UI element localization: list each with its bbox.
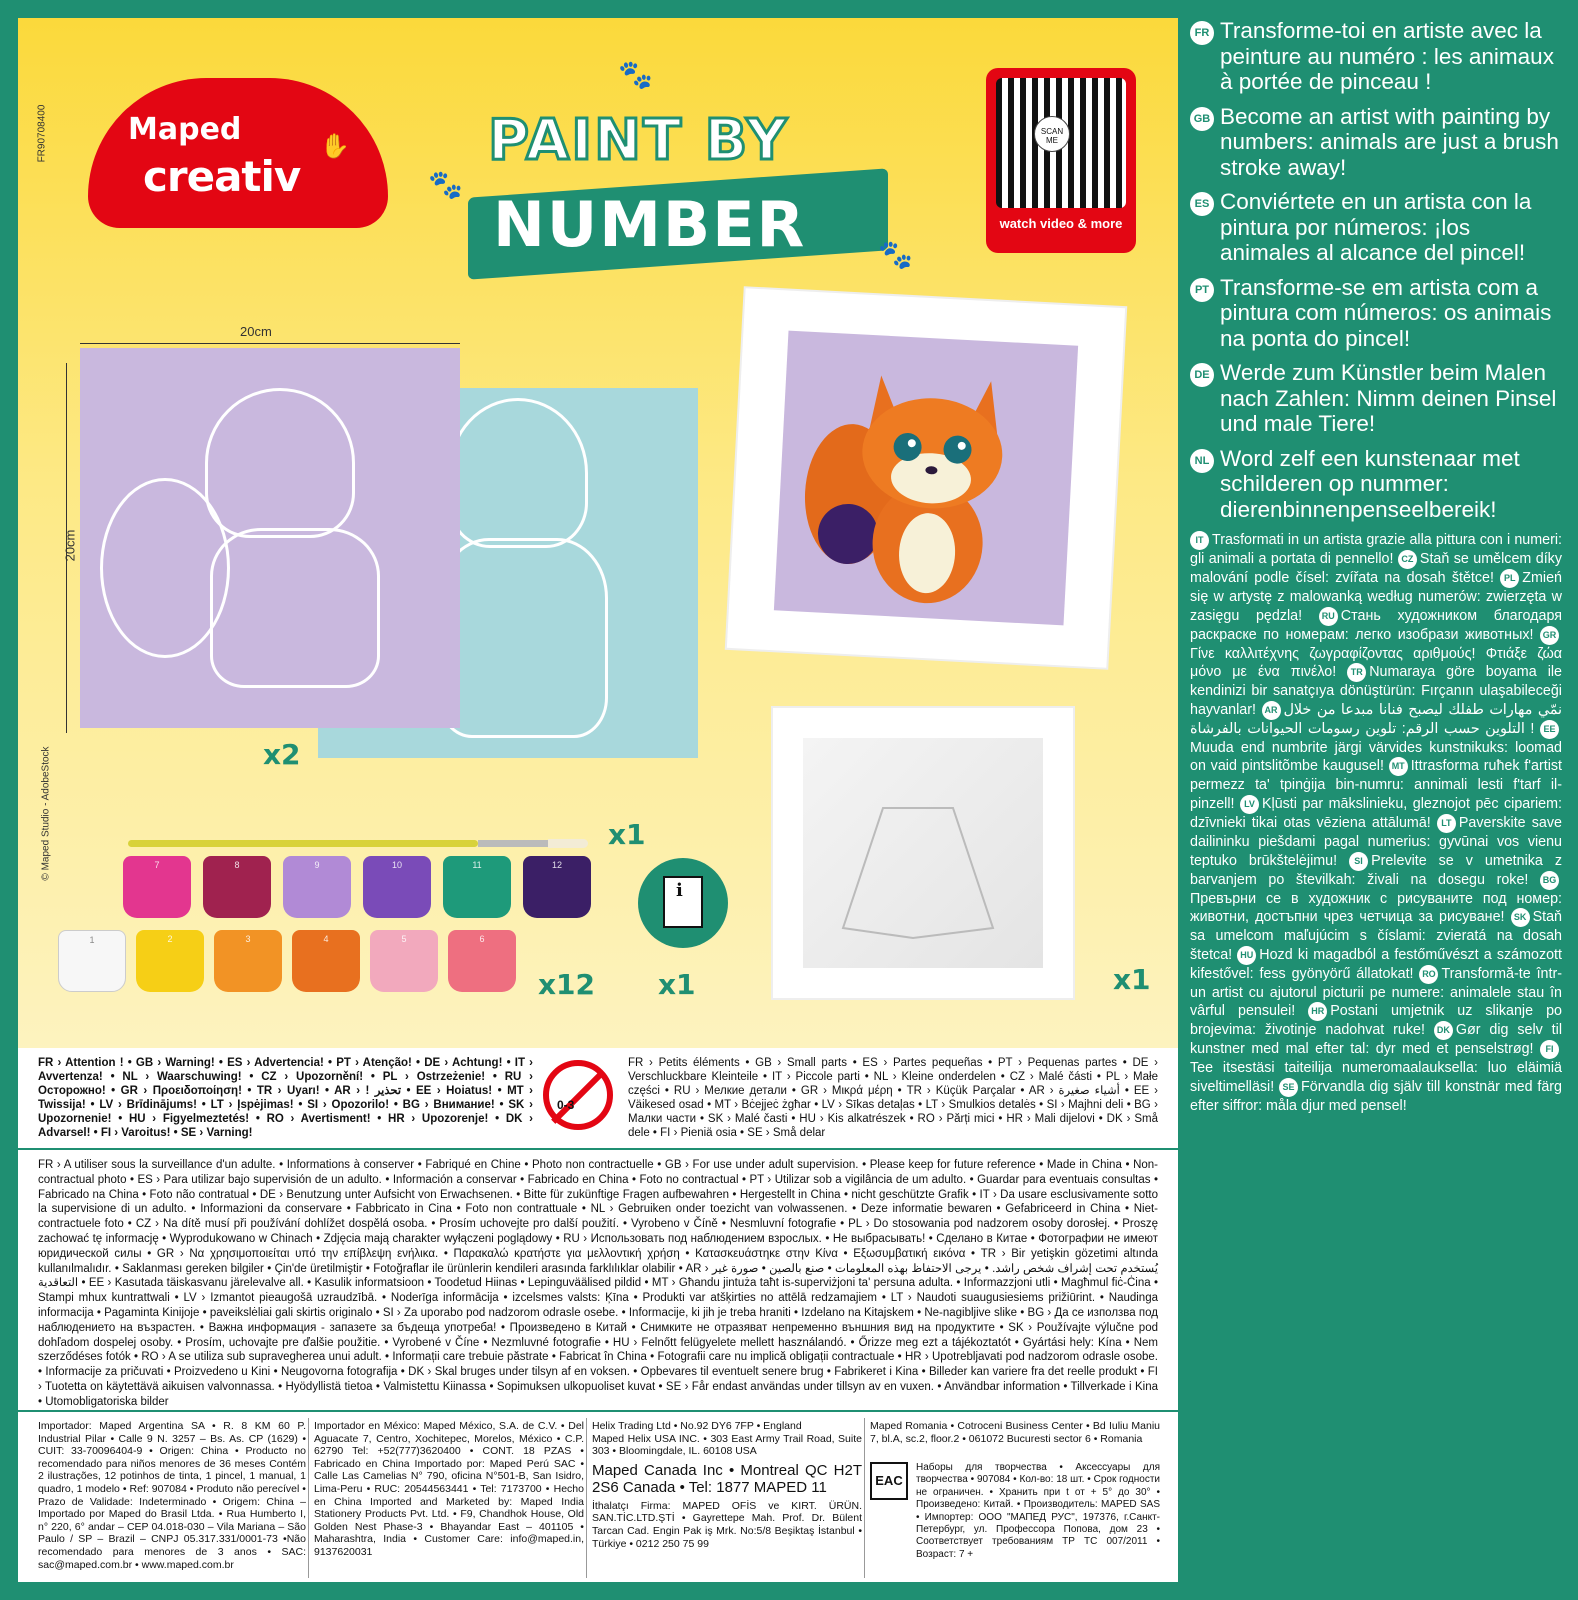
language-text: Conviértete en un artista con la pintura por números: ¡los animales al alcance del pincel! — [1220, 189, 1532, 265]
language-text: Стань художником благодаря раскраске по номерам: легко изобрази животных! — [1190, 607, 1562, 643]
language-text: Transformă-te într-un artist cu ajutorul picturii pe numere: animalele stau în vârful pensulei! — [1190, 965, 1562, 1020]
logo-creativ-text: creativ — [143, 152, 301, 201]
scan-me-badge: SCAN ME — [1034, 116, 1070, 152]
language-badge: SK — [1511, 908, 1530, 927]
info-panel — [18, 1148, 1178, 1410]
importer-argentina-brazil: Importador: Maped Argentina SA • R. 8 KM 60 P. Industrial Pilar • Calle 9 N. 3257 – Bs. As. CP (1629) • CUIT: 33-70096404-9 • Origen: China • Producto no recomendado para niños menores de 36 meses Contém 2 ilustrações, 12 potinhos de tinta, 1 pincel, 1 manual, 1 quadro, 1 modelo • Ref: 907084 • Produto não perecível • Prazo de Validade: Indeterminado • Origem: China – Importado por Maped do Brasil Ltda. • Rua Humberto I, n° 220, 6° andar – CEP 04.018-030 – Vila Mariana – São Paulo / SP – Brazil – CNPJ 05.317.331/0001-73 •Não recomendado para menores de 3 anos • SAC: sac@maped.com.br • www.maped.com.br — [38, 1420, 306, 1571]
language-text: Ittrasforma ruħek f'artist permezz ta' tpinġija bin-numru: annimali lesti f'tarf il-pinzell! — [1190, 758, 1562, 812]
language-badge: HU — [1237, 946, 1256, 965]
brush-quantity: x1 — [608, 818, 646, 851]
small-parts-text: FR › Petits éléments • GB › Small parts • ES › Partes pequeñas • PT › Pequenas partes • DE › Verschluckbare Kleinteile • IT › Piccole parti • NL › Kleine onderdelen • CZ › Malé části • PL › Małe części • RU › Мелкие детали • GR › Μικρά μέρη • TR › Küçük Parçalar • AR › أشياء صغيرة • EE › Väikesed osad • MT › Bċejjeċ żgħar • LV › Sīkas detaļas • LT › Smulkios detalės • SI › Majhni deli • BG › Малки части • SK › Malé časti • HU › Kis alkatrészek • RO › Părți mici • HR › Mali dijelovi • DK › Små dele • FI › Pieniä osia • SE › Små delar — [628, 1057, 1158, 1139]
language-block-pt — [1190, 275, 1562, 352]
language-text: Werde zum Künstler beim Malen nach Zahlen: Nimm deinen Pinsel und male Tiere! — [1220, 360, 1557, 436]
language-badge: CZ — [1398, 550, 1417, 569]
language-badge: HR — [1308, 1002, 1327, 1021]
fox-painting — [774, 331, 1078, 626]
info-icon: i — [676, 880, 683, 901]
paint-pot: 10 — [363, 856, 431, 918]
empty-frame — [773, 708, 1073, 998]
language-text: Numaraya göre boyama ile kendinizi bir sanatçıya dönüştürün: Fırçanın ulaşabileceği hayvanlar! — [1190, 664, 1562, 718]
paw-icon: 🐾 — [878, 239, 913, 270]
language-badge: DK — [1434, 1021, 1453, 1040]
paint-pot: 3 — [214, 930, 282, 992]
qr-code-block[interactable] — [986, 68, 1136, 253]
paint-pot: 1 — [58, 930, 126, 992]
language-text: Tee itsestäsi taiteilija numeromaalauksella: luo eläimiä siveltimelläsi! — [1190, 1060, 1562, 1095]
language-block-gb — [1190, 104, 1562, 181]
height-dimension-label: 20cm — [62, 529, 78, 562]
language-text: Gør dig selv til kunstner med mal efter tal: dyr med et penselstrøg! — [1190, 1022, 1563, 1058]
hand-icon: ✋ — [320, 133, 350, 160]
language-text: Word zelf een kunstenaar met schilderen op nummer: dierenbinnenpenseelbereik! — [1220, 445, 1520, 522]
language-text: Trasformati in un artista grazie alla pittura con i numeri: gli animali a portata di pennello! — [1190, 532, 1562, 567]
importer-romania: Maped Romania • Cotroceni Business Center • Bd Iuliu Maniu 7, bl.A, sc.2, floor.2 • 061072 Bucuresti sector 6 • Romania — [870, 1420, 1160, 1445]
importer-uk-usa-canada-turkey: Helix Trading Ltd • No.92 DY6 7FP • England Maped Helix USA INC. • 303 East Army Trail Road, Suite 303 • Bloomingdale, IL. 60108 USA Maped Canada Inc • Montreal QC H2T 2S6 Canada • Tel: 1877 MAPED 11 İthalatçı Firma: MAPED OFİS ve KIRT. ÜRÜN. SAN.TİC.LTD.ŞTİ • Gayrettepe Mah. Prof. Dr. Bülent Tarcan Cad. Engin Pak iş Mrk. No:5/8 Beşiktaş İstanbul • Türkiye • 0212 250 75 99 — [592, 1420, 862, 1550]
language-badge: GB — [1190, 107, 1214, 131]
paint-pot: 2 — [136, 930, 204, 992]
maped-creativ-logo — [88, 78, 388, 228]
language-badge: PT — [1190, 278, 1214, 302]
instruction-manual — [638, 858, 728, 948]
framed-fox-painting — [727, 288, 1125, 667]
paint-pot: 7 — [123, 856, 191, 918]
importer-mexico-peru-india: Importador en México: Maped México, S.A. de C.V. • Del Aguacate 7, Centro, Xochitepec, Morelos, México • C.P. 62790 Tel: +52(777)3620400 • CONT. 18 PZAS • Fabricado en China Importado por: Maped Perú SAC • Calle Las Camelias N° 790, oficina N°501-B, San Isidro, Lima-Peru • RUC: 20544563441 • Tel: 7173700 • Hecho en China Imported and Marketed by: Maped India Stationery Products Pvt. Ltd. • F9, Chandhok House, Old Golden Nest Phase-3 • Bhayandar East – 401105 • Maharashtra, India • Customer Care: info@maped.in, 9137620031 — [314, 1420, 584, 1558]
product-panel — [18, 18, 1178, 1048]
width-dimension-line — [80, 343, 460, 344]
frame-quantity: x1 — [1113, 963, 1151, 996]
address-panel — [18, 1410, 1178, 1582]
fox-illustration — [774, 331, 1078, 626]
language-block-fr — [1190, 18, 1562, 95]
paint-pot: 4 — [292, 930, 360, 992]
language-badge: FR — [1190, 21, 1214, 45]
width-dimension-label: 20cm — [240, 324, 272, 339]
manual-quantity: x1 — [658, 968, 696, 1001]
language-badge: NL — [1190, 449, 1214, 473]
watch-video-label: watch video & more — [999, 216, 1123, 231]
language-text: Förvandla dig själv till konstnär med färg efter siffror: måla djur med pensel! — [1190, 1078, 1562, 1114]
fox-canvas — [80, 348, 460, 728]
language-badge: MT — [1389, 757, 1408, 776]
warning-panel — [18, 1048, 1178, 1148]
dog-sketch-body — [438, 538, 608, 738]
stand-outline — [803, 738, 1043, 968]
paw-icon: 🐾 — [428, 169, 463, 200]
eac-mark: EAC — [870, 1462, 908, 1500]
language-badge: IT — [1190, 531, 1209, 550]
language-badge: RO — [1419, 965, 1438, 984]
multilingual-description — [1190, 18, 1562, 1588]
language-badge: ES — [1190, 192, 1214, 216]
language-block-nl — [1190, 446, 1562, 523]
title-line1: PAINT BY — [488, 108, 789, 173]
product-title — [428, 59, 918, 270]
language-badge: LT — [1437, 814, 1456, 833]
paw-icon: 🐾 — [618, 59, 653, 90]
language-text: Hozd ki magadból a festőművészt a számozott kifestővel: fess gyönyörű állatokat! — [1190, 946, 1562, 982]
dog-sketch-head — [448, 398, 588, 548]
product-code: FR90708400 — [36, 104, 48, 163]
russia-importer-text: Наборы для творчества • Аксессуары для творчества • 907084 • Кол-во: 18 шт. • Срок годности не ограничен. • Хранить при t от + 5° до 30° • Произведено: Китай. • Производитель: MAPED SAS • Импортер: ООО "МАПЕД РУС", 197376, г.Санкт-Петербург, ул. Профессора Попова, дом 23 • Соответствует требованиям ТР ТС 007/2011 • Возраст: 7 + — [916, 1462, 1160, 1560]
language-text: Zmień się w artystę z malowanką według numerów: zwierzęta w zasięgu pędzla! — [1190, 570, 1562, 624]
language-text: Staň sa umelcom maľujúcim s číslami: zvieratá na dosah štetca! — [1190, 909, 1562, 963]
language-badge: RU — [1319, 607, 1338, 626]
usage-info-text: FR › A utiliser sous la surveillance d'un adulte. • Informations à conserver • Fabriqué en Chine • Photo non contractuelle • GB › For use under adult supervision. • Please keep for future reference • Made in China • Non-contractual photo • ES › Para utilizar bajo supervisión de un adulto. • Información a conservar • Fabricado en China • Foto no contractual • PT › Utilizar sob a vigilância de um adulto. • Guardar para eventuais consultas • Fabricado na China • Foto não contratual • DE › Benutzung unter Aufsicht von Erwachsenen. • Bitte für zukünftige Fragen aufbewahren • Hergestellt in China • nicht geschützte Grafik • IT › Da usare esclusivamente sotto la supervisione di un adulto. • Informazioni da conservare • Fabbricato in Cina • Foto non contrattuale • NL › Gebruiken onder toezicht van volwassenen. • Deze informatie bewaren • Gefabriceerd in China • Niet-contractuele foto • CZ › Na dítě musí při používání dohlížet dospělá osoba. • Prosím uchovejte pro další použití. • Vyrobeno v Číně • Nesmluvní fotografie • PL › Do stosowania pod nadzorem osoby dorosłej. • Proszę zachować tę informację • Wyprodukowano w Chinach • Zdjęcia mają charakter wyłączeni poglądowy • RU › Использовать под наблюдением взрослых. • Не выбрасывать! • Сделано в Китае • Фотографии не имеют юридической силы • GR › Να χρησιμοποιείται υπό την επίβλεψη ενήλικα. • Παρακαλώ κρατήστε για μελλοντική χρήση • Κατασκευάστηκε στην Κίνα • Εξωσυμβατική εικόνα • TR › Bir yetişkin gözetimi altında kullanılmalıdır. • Saklanması gereken bilgiler • Çin'de üretilmiştir • Fotoğraflar ile ürünlerin kendileri arasında farklılıklar olabilir • AR › يُستخدم تحت إشراف شخص راشد. • يرجى الاحتفاظ بهذه المعلومات • صنع بالصين • صورة غير التعاقدية • EE › Kasutada täiskasvanu järelevalve all. • Kasulik informatsioon • Toodetud Hiinas • Lepinguväälised pildid • MT › Għandu jintuża taħt is-superviżjoni ta' persuna adulta. • Informazzjoni utli • Magħmul fiċ-Ċina • Stampi mhux kuntrattwali • LV › Izmantot pieaugošā uzraudzībā. • Noderīga informācija • izcelsmes valsts: Ķīna • Produkti var atšķirties no attēlā redzamajiem • LT › Naudoti suaugusiesiems prižiūrint. • Naudinga informacija • Pagaminta Kinijoje • paveikslėliai gali skirtis originalo • SI › Za uporabo pod nadzorom odrasle osebe. • Informacije, ki jih je treba hraniti • Izdelano na Kitajskem • Ne-nagibljive slike • BG › Да се използва под наблюдението на възрастен. • Важна информация - запазете за бъдеща употреба! • Произведено в Китай • Снимките не отразяват непременно външния вид на продуктите • SK › Používajte výlučne pod dohľadom dospelej osoby. • Prosím, uchovajte pre ďalšie použitie. • Vyrobené v Číne • Nezmluvné fotografie • HU › Felnőtt felügyelete mellett használandó. • Őrizze meg ezt a tájékoztatót • Gyártási hely: Kína • Nem szerződéses fotók • RO › A se utiliza sub supravegherea unui adult. • Informații care trebuie păstrate • Fabricat în China • Fotografii care nu implică obligații contractuale • HR › Upotrebljavati pod nadzorom odrasle osobe. • Informacije za pričuvati • Proizvedeno u Kini • Neugovorna fotografija • DK › Skal bruges under tilsyn af en voksen. • Opbevares til eventuelt senere brug • Fabrikeret i Kina • Billeder kan variere fra det reelle produkt • FI › Tuotetta on käytettävä aikuisen valvonnassa. • Hyödyllistä tietoa • Valmistettu Kiinassa • Sopimuksen ulkopuoliset kuvat • SE › Får endast användas under tillsyn av en vuxen. • Användbar information • Tillverkade i Kina • Utomobligatoriska bilder — [38, 1159, 1158, 1408]
language-badge: TR — [1347, 663, 1366, 682]
logo-maped-text: Maped — [128, 112, 242, 147]
language-text: Staň se umělcem díky malování podle čísel: zvířata na dosah štětce! — [1190, 551, 1562, 586]
paint-pot: 12 — [523, 856, 591, 918]
language-text: Kļūsti par mākslinieku, gleznojot pēc cipariem: dzīvnieki tikai otas vēziena attālumā! — [1190, 795, 1562, 831]
language-badge: PL — [1500, 569, 1519, 588]
language-text: Γίνε καλλιτέχνης ζωγραφίζοντας αριθμούς! Φτιάξε ζώα μόνο με ένα πινέλο! — [1190, 645, 1562, 681]
language-badge: SE — [1279, 1078, 1298, 1097]
language-text: Prelevite se v umetnika z barvanjem po številkah: živali na dosegu roke! — [1190, 852, 1563, 888]
canvas-quantity: x2 — [263, 738, 301, 771]
paint-pot: 8 — [203, 856, 271, 918]
age-warning-icon: 0-3 — [543, 1060, 613, 1130]
language-text: Paverskite save dailininku piešdami pagal numerius: gyvūnai vos vienu teptuko brūkštelėjimu! — [1190, 814, 1562, 869]
language-badge: BG — [1540, 871, 1559, 890]
paint-pot: 11 — [443, 856, 511, 918]
language-text: Postani umjetnik uz slikanje po brojevima: životinje nadohvat ruke! — [1190, 1003, 1562, 1039]
copyright-notice: © Maped Studio - AdobeStock — [40, 746, 52, 881]
language-block-de — [1190, 360, 1562, 437]
language-badge: AR — [1262, 701, 1281, 720]
fox-sketch-body — [210, 528, 380, 688]
language-badge: GR — [1540, 626, 1559, 645]
paint-pot: 9 — [283, 856, 351, 918]
language-text: نمّي مهارات طفلك ليصبح فنانا مبدعا من خلال التلوين حسب الرقم: تلوين رسومات الحيوانات بالفرشاة ! — [1190, 701, 1562, 737]
paint-pot: 6 — [448, 930, 516, 992]
fox-sketch-head — [205, 388, 355, 538]
language-badge: SI — [1349, 852, 1368, 871]
multilingual-small-text — [1190, 531, 1562, 1116]
title-line2: NUMBER — [493, 188, 807, 261]
language-text: Превърни се в художник с рисуваните под номер: животни, достъпни чрез четчица за рисуване! — [1190, 890, 1562, 926]
warning-text: FR › Attention ! • GB › Warning! • ES › Advertencia! • PT › Atenção! • DE › Achtung! • IT › Avvertenza! • NL › Waarschuwing! • CZ › Upozornění! • PL › Ostrzeżenie! • RU › Осторожно! • GR › Προειδοποίηση! • TR › Uyarı! • AR › ! تحذير • EE › Hoiatus! • MT › Twissija! • LV › Brīdinājums! • LT › Įspėjimas! • SI › Opozorilo! • BG › Внимание! • SK › Upozornenie! • HU › Figyelmeztetés! • RO › Avertisment! • HR › Upozorenje! • DK › Advarsel! • FI › Varoitus! • SE › Varning! — [38, 1057, 533, 1139]
language-badge: FI — [1540, 1040, 1559, 1059]
paint-pot: 5 — [370, 930, 438, 992]
fox-sketch-tail — [100, 478, 230, 658]
language-text: Muuda end numbrite järgi värvides kunstnikuks: loomad on vaid pintslitõmbe kaugusel! — [1190, 739, 1562, 775]
paintbrush — [128, 838, 588, 848]
language-text: Transforme-toi en artiste avec la peinture au numéro : les animaux à portée de pinceau ! — [1220, 18, 1554, 94]
language-badge: EE — [1540, 720, 1559, 739]
language-text: Become an artist with painting by numbers: animals are just a brush stroke away! — [1220, 103, 1559, 180]
language-badge: DE — [1190, 363, 1214, 387]
language-block-es — [1190, 189, 1562, 266]
paint-pot-quantity: x12 — [538, 968, 596, 1001]
language-text: Transforme-se em artista com a pintura com números: os animais na ponta do pincel! — [1220, 274, 1552, 351]
language-badge: LV — [1240, 795, 1259, 814]
